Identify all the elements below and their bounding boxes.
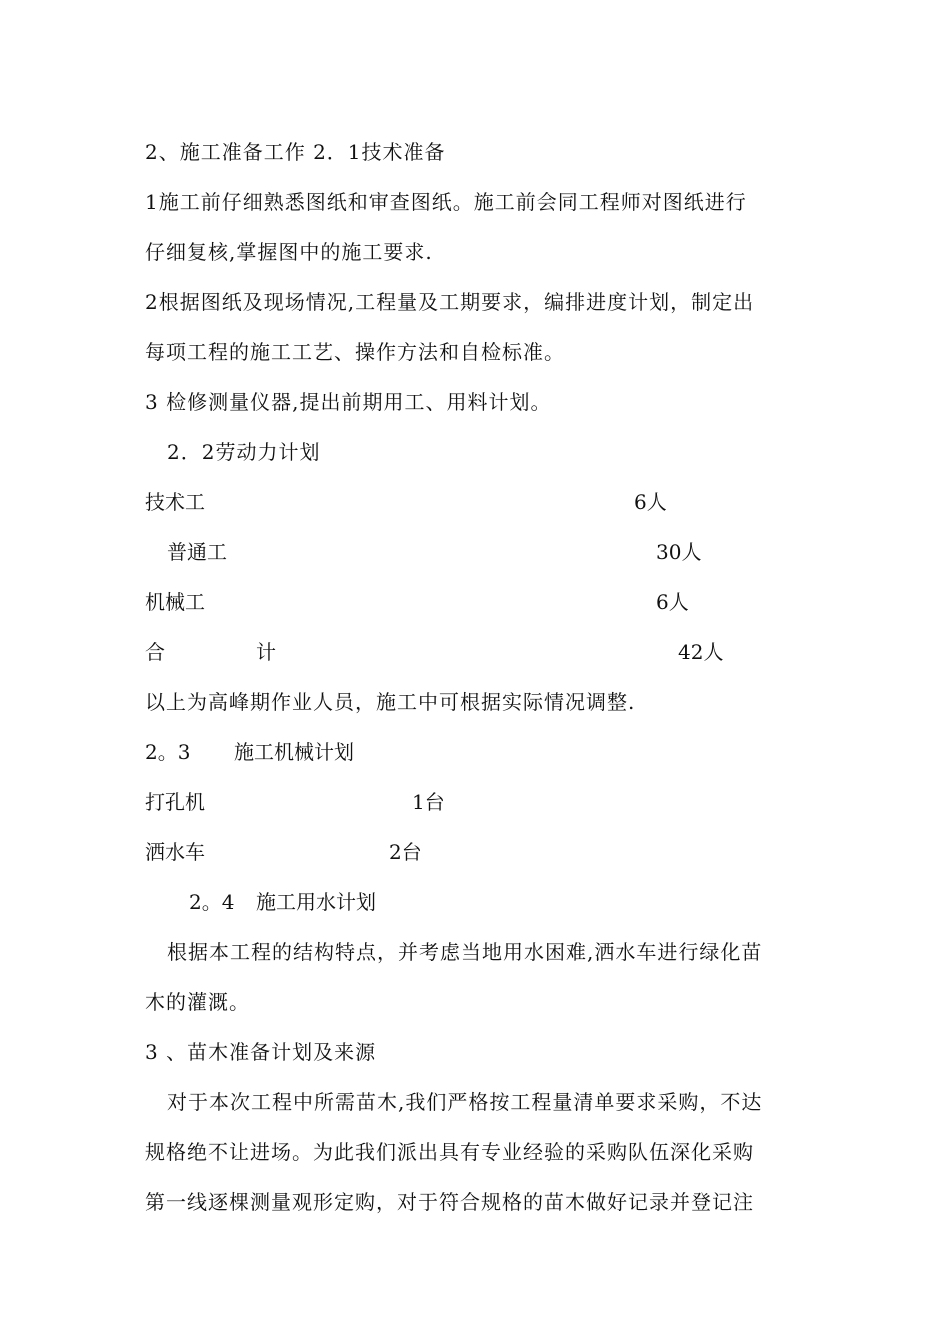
paragraph-3: 3 检修测量仪器,提出前期用工、用料计划。 [145, 390, 552, 414]
water-heading-number: 2。4 [189, 890, 235, 914]
labor-row-name: 机械工 [145, 590, 205, 614]
water-paragraph-line-1: 根据本工程的结构特点，并考虑当地用水困难,洒水车进行绿化苗 [167, 940, 763, 964]
machinery-row-name: 打孔机 [145, 790, 205, 814]
labor-row-count: 6人 [634, 490, 667, 514]
section-2-heading: 2、施工准备工作 2．1技术准备 [145, 140, 446, 164]
labor-plan-heading: 2．2劳动力计划 [167, 440, 321, 464]
machinery-row-count: 1台 [412, 790, 445, 814]
water-paragraph-line-2: 木的灌溉。 [145, 990, 250, 1014]
labor-row-count: 6人 [656, 590, 689, 614]
paragraph-2-line-2: 每项工程的施工工艺、操作方法和自检标准。 [145, 340, 565, 364]
machinery-row-name: 洒水车 [145, 840, 205, 864]
water-heading-text: 施工用水计划 [256, 890, 376, 914]
section-3-heading: 3 、苗木准备计划及来源 [145, 1040, 377, 1064]
paragraph-1-line-2: 仔细复核,掌握图中的施工要求. [145, 240, 433, 264]
labor-row-name: 普通工 [167, 540, 227, 564]
labor-row-name: 技术工 [145, 490, 205, 514]
section-3-line-1: 对于本次工程中所需苗木,我们严格按工程量清单要求采购，不达 [167, 1090, 763, 1114]
machinery-heading-text: 施工机械计划 [234, 740, 354, 764]
paragraph-1-line-1: 1施工前仔细熟悉图纸和审查图纸。施工前会同工程师对图纸进行 [145, 190, 747, 214]
machinery-heading-number: 2。3 [145, 740, 191, 764]
section-3-line-3: 第一线逐棵测量观形定购，对于符合规格的苗木做好记录并登记注 [145, 1190, 754, 1214]
labor-row-count: 30人 [656, 540, 702, 564]
labor-note: 以上为高峰期作业人员，施工中可根据实际情况调整. [145, 690, 636, 714]
paragraph-2-line-1: 2根据图纸及现场情况,工程量及工期要求，编排进度计划，制定出 [145, 290, 755, 314]
labor-total-label-b: 计 [256, 640, 276, 664]
labor-total-count: 42人 [678, 640, 724, 664]
labor-total-label-a: 合 [145, 640, 165, 664]
machinery-row-count: 2台 [389, 840, 422, 864]
section-3-line-2: 规格绝不让进场。为此我们派出具有专业经验的采购队伍深化采购 [145, 1140, 754, 1164]
